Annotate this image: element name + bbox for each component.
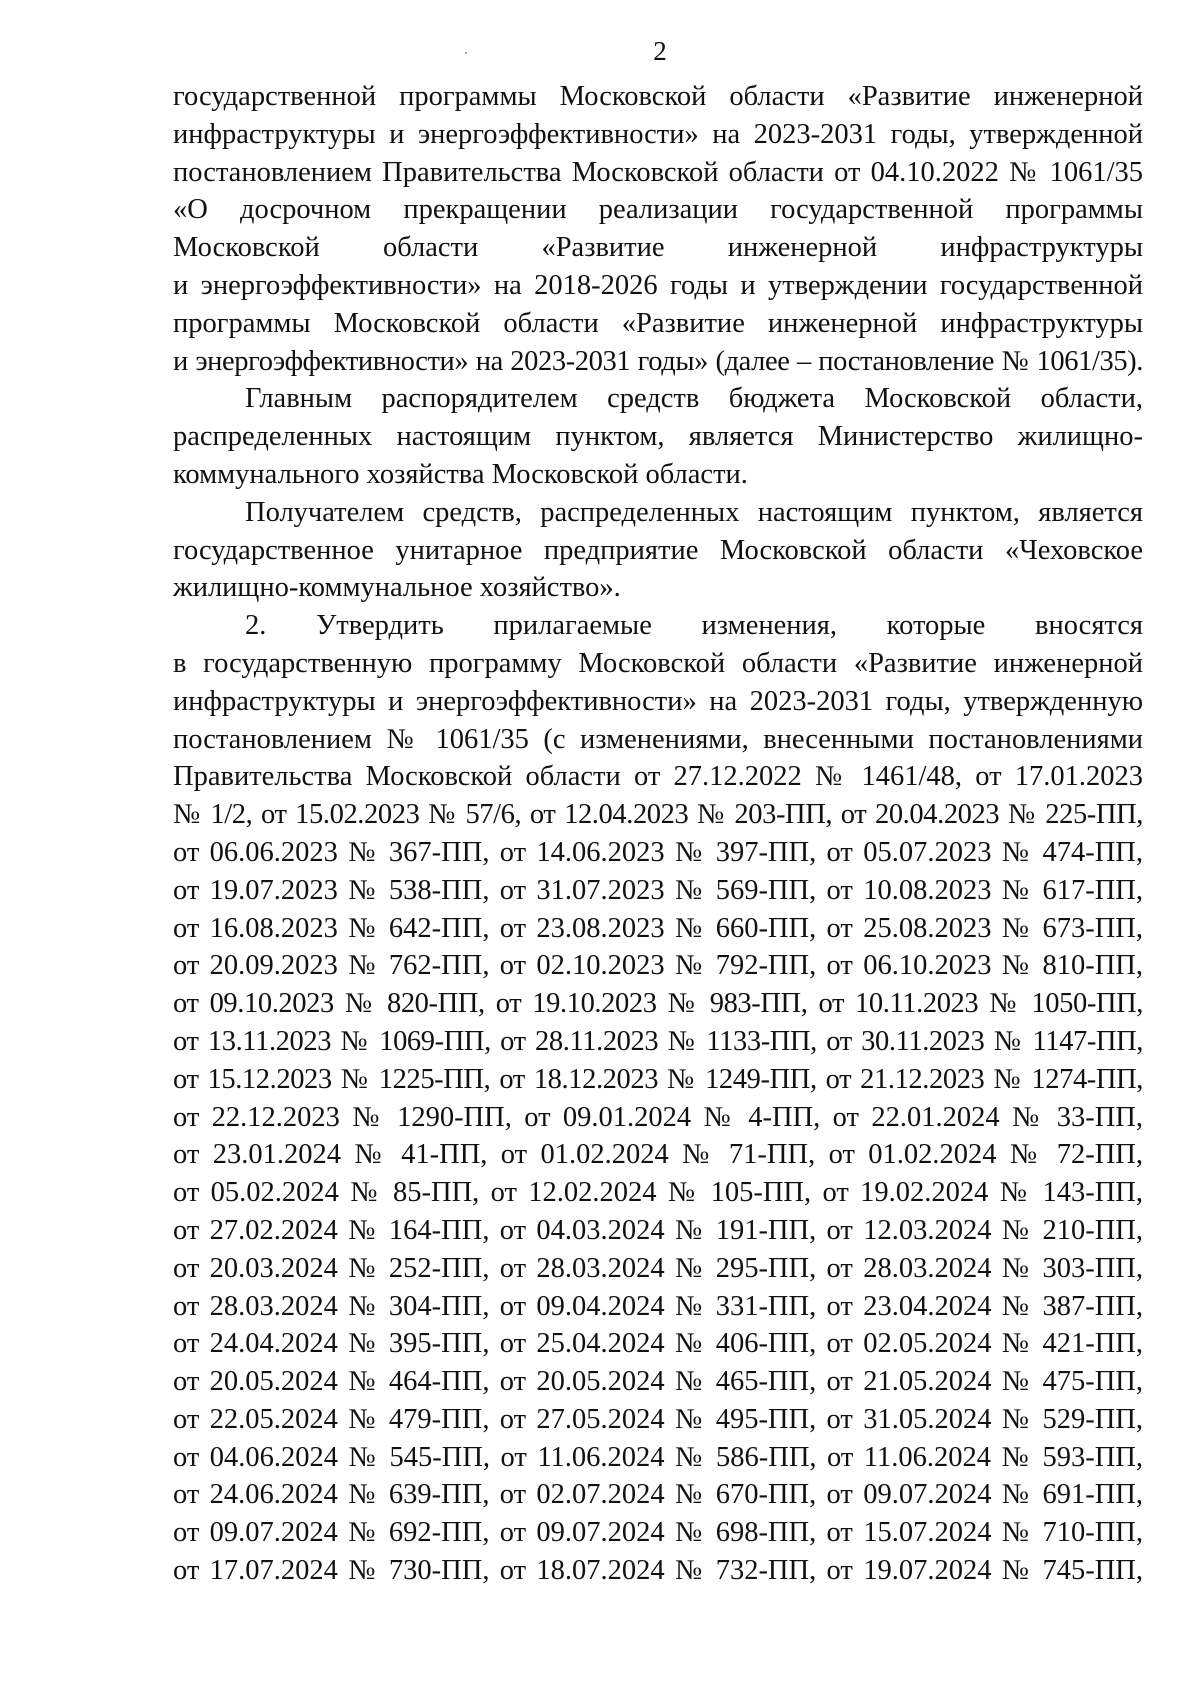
text-line: от 06.06.2023 № 367-ПП, от 14.06.2023 № 397-ПП, от 05.07.2023 № 474-ПП, <box>173 836 1143 868</box>
text-line: от 28.03.2024 № 304-ПП, от 09.04.2024 № 331-ПП, от 23.04.2024 № 387-ПП, <box>173 1290 1143 1322</box>
text-line: от 13.11.2023 № 1069-ПП, от 28.11.2023 № 1133-ПП, от 30.11.2023 № 1147-ПП, <box>173 1025 1143 1057</box>
text-line: от 23.01.2024 № 41-ПП, от 01.02.2024 № 71-ПП, от 01.02.2024 № 72-ПП, <box>173 1139 1143 1171</box>
text-line: от 22.05.2024 № 479-ПП, от 27.05.2024 № 495-ПП, от 31.05.2024 № 529-ПП, <box>173 1403 1143 1435</box>
text-line: от 17.07.2024 № 730-ПП, от 18.07.2024 № 732-ПП, от 19.07.2024 № 745-ПП, <box>173 1555 1143 1587</box>
document-body <box>173 78 1143 1590</box>
text-line: распределенных настоящим пунктом, является Министерство жилищно- <box>173 421 1143 453</box>
text-line: от 16.08.2023 № 642-ПП, от 23.08.2023 № 660-ПП, от 25.08.2023 № 673-ПП, <box>173 912 1143 944</box>
text-line: от 05.02.2024 № 85-ПП, от 12.02.2024 № 105-ПП, от 19.02.2024 № 143-ПП, <box>173 1177 1143 1209</box>
text-line: Получателем средств, распределенных настоящим пунктом, является <box>245 496 1143 528</box>
paragraph-program-reference <box>173 78 1143 380</box>
text-line: от 20.03.2024 № 252-ПП, от 28.03.2024 № 295-ПП, от 28.03.2024 № 303-ПП, <box>173 1252 1143 1284</box>
text-line: инфраструктуры и энергоэффективности» на 2023-2031 годы, утвержденной <box>173 118 1143 150</box>
text-line: от 24.06.2024 № 639-ПП, от 02.07.2024 № 670-ПП, от 09.07.2024 № 691-ПП, <box>173 1479 1143 1511</box>
text-line: от 04.06.2024 № 545-ПП, от 11.06.2024 № 586-ПП, от 11.06.2024 № 593-ПП, <box>173 1441 1143 1473</box>
paragraph-recipient <box>173 494 1143 607</box>
text-line: 2. Утвердить прилагаемые изменения, которые вносятся <box>245 610 1143 642</box>
paragraph-item-2 <box>173 607 1143 1590</box>
text-line: и энергоэффективности» на 2018-2026 годы и утверждении государственной <box>173 269 1143 301</box>
text-line: государственное унитарное предприятие Московской области «Чеховское <box>173 534 1143 566</box>
text-line: инфраструктуры и энергоэффективности» на 2023-2031 годы, утвержденную <box>173 685 1143 717</box>
text-line: от 09.10.2023 № 820-ПП, от 19.10.2023 № 983-ПП, от 10.11.2023 № 1050-ПП, <box>173 988 1143 1020</box>
text-line: от 20.09.2023 № 762-ПП, от 02.10.2023 № 792-ПП, от 06.10.2023 № 810-ПП, <box>173 950 1143 982</box>
text-line: в государственную программу Московской области «Развитие инженерной <box>173 647 1143 679</box>
text-line: от 09.07.2024 № 692-ПП, от 09.07.2024 № 698-ПП, от 15.07.2024 № 710-ПП, <box>173 1517 1143 1549</box>
text-line: и энергоэффективности» на 2023-2031 годы» (далее – постановление № 1061/35). <box>173 345 1143 377</box>
text-line: жилищно-коммунальное хозяйство». <box>173 572 621 604</box>
text-line: Московской области «Развитие инженерной инфраструктуры <box>173 232 1143 264</box>
text-line: от 27.02.2024 № 164-ПП, от 04.03.2024 № 191-ПП, от 12.03.2024 № 210-ПП, <box>173 1214 1143 1246</box>
paragraph-main-distributor <box>173 380 1143 493</box>
text-line: «О досрочном прекращении реализации государственной программы <box>173 194 1143 226</box>
text-line: постановлением № 1061/35 (с изменениями, внесенными постановлениями <box>173 723 1143 755</box>
text-line: постановлением Правительства Московской области от 04.10.2022 № 1061/35 <box>173 156 1143 188</box>
text-line: Правительства Московской области от 27.12.2022 № 1461/48, от 17.01.2023 <box>173 761 1143 793</box>
text-line: от 15.12.2023 № 1225-ПП, от 18.12.2023 № 1249-ПП, от 21.12.2023 № 1274-ПП, <box>173 1063 1143 1095</box>
text-line: коммунального хозяйства Московской области. <box>173 458 748 490</box>
page-number: 2 <box>653 36 667 66</box>
text-line: от 22.12.2023 № 1290-ПП, от 09.01.2024 № 4-ПП, от 22.01.2024 № 33-ПП, <box>173 1101 1143 1133</box>
text-line: Главным распорядителем средств бюджета Московской области, <box>245 383 1143 415</box>
text-line: от 19.07.2023 № 538-ПП, от 31.07.2023 № 569-ПП, от 10.08.2023 № 617-ПП, <box>173 874 1143 906</box>
text-line: № 1/2, от 15.02.2023 № 57/6, от 12.04.2023 № 203-ПП, от 20.04.2023 № 225-ПП, <box>173 799 1143 831</box>
text-line: программы Московской области «Развитие инженерной инфраструктуры <box>173 307 1143 339</box>
text-line: государственной программы Московской области «Развитие инженерной <box>173 81 1143 112</box>
text-line: от 20.05.2024 № 464-ПП, от 20.05.2024 № 465-ПП, от 21.05.2024 № 475-ПП, <box>173 1366 1143 1398</box>
text-line: от 24.04.2024 № 395-ПП, от 25.04.2024 № 406-ПП, от 02.05.2024 № 421-ПП, <box>173 1328 1143 1360</box>
